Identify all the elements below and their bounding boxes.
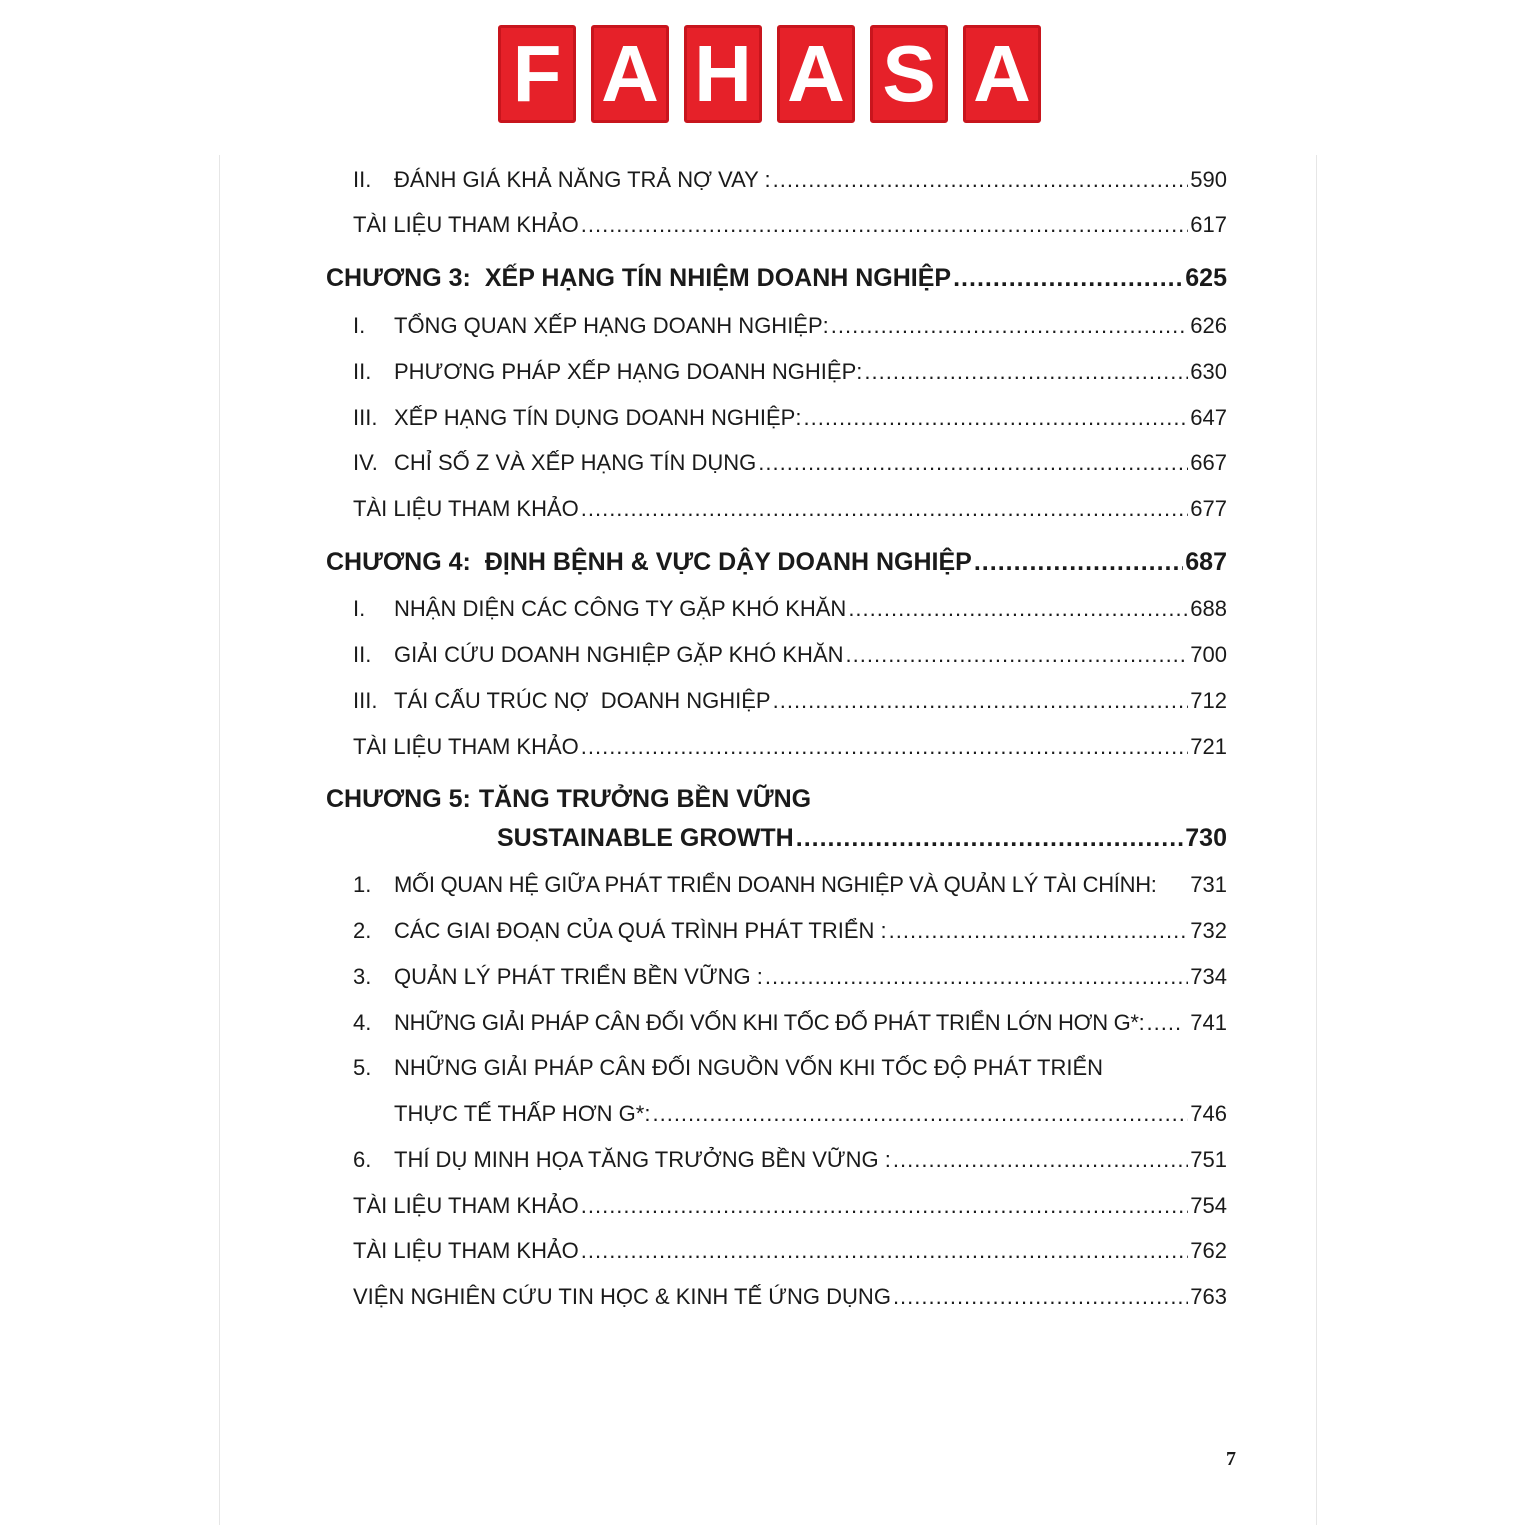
toc-entry-title: MỐI QUAN HỆ GIỮA PHÁT TRIỂN DOANH NGHIỆP VÀ QUẢN LÝ TÀI CHÍNH:	[394, 872, 1157, 897]
toc-entry-title: TÀI LIỆU THAM KHẢO	[353, 1193, 579, 1218]
toc-entry	[353, 1286, 1227, 1308]
toc-entry-title: TÁI CẤU TRÚC NỢ DOANH NGHIỆP	[394, 688, 771, 713]
toc-entry-page: 741	[1184, 1010, 1227, 1035]
toc-entry-title: TÀI LIỆU THAM KHẢO	[353, 212, 579, 237]
toc-leader-dots	[758, 452, 1188, 474]
toc-entry-number: 2.	[353, 918, 372, 943]
toc-entry	[353, 498, 1227, 520]
toc-leader-dots	[953, 266, 1183, 291]
toc-entry-title: CHỈ SỐ Z VÀ XẾP HẠNG TÍN DỤNG	[394, 450, 757, 475]
toc-entry-page: 617	[1190, 212, 1227, 237]
toc-entry-title: NHỮNG GIẢI PHÁP CÂN ĐỐI VỐN KHI TỐC ĐỐ PHÁT TRIỂN LỚN HƠN G*:	[394, 1010, 1145, 1035]
toc-entry	[353, 736, 1227, 758]
toc-entry-number: 1.	[353, 872, 372, 897]
toc-entry	[353, 1240, 1227, 1262]
toc-entry-title: VIỆN NGHIÊN CỨU TIN HỌC & KINH TẾ ỨNG DỤNG	[353, 1284, 891, 1309]
logo-letter: A	[963, 25, 1041, 123]
toc-leader-dots	[773, 169, 1189, 191]
toc-entry	[353, 598, 1227, 620]
toc-leader-dots	[864, 361, 1188, 383]
page-number: 7	[1226, 1448, 1236, 1470]
toc-entry	[353, 452, 1227, 474]
toc-leader-dots	[581, 214, 1189, 236]
toc-entry-page: 667	[1190, 450, 1227, 475]
toc-entry-page: 712	[1190, 688, 1227, 713]
toc-entry-title: NHẬN DIỆN CÁC CÔNG TY GẶP KHÓ KHĂN	[394, 596, 847, 621]
toc-entry	[353, 966, 1227, 988]
toc-chapter-title: TĂNG TRƯỞNG BỀN VỮNG	[478, 785, 812, 813]
toc-leader-dots	[652, 1103, 1188, 1125]
toc-entry-page: 647	[1190, 405, 1227, 430]
toc-entry-number: 3.	[353, 964, 372, 989]
logo-letter: S	[870, 25, 948, 123]
toc-chapter-continuation	[497, 826, 1227, 851]
toc-leader-dots	[974, 550, 1183, 575]
toc-leader-dots	[846, 644, 1189, 666]
toc-chapter	[326, 787, 1227, 812]
toc-leader-dots	[581, 736, 1189, 758]
logo-letter: A	[591, 25, 669, 123]
toc-leader-dots	[796, 826, 1184, 851]
toc-entry-page: 751	[1190, 1147, 1227, 1172]
toc-entry-title: NHỮNG GIẢI PHÁP CÂN ĐỐI NGUỒN VỐN KHI TỐC ĐỘ PHÁT TRIỂN	[394, 1055, 1104, 1080]
toc-entry-number: 4.	[353, 1010, 372, 1035]
page-edge-right	[1316, 155, 1317, 1525]
toc-entry-page: 700	[1190, 642, 1227, 667]
toc-entry-page: 763	[1190, 1284, 1227, 1309]
toc-entry-number: III.	[353, 405, 378, 430]
toc-leader-dots	[803, 407, 1188, 429]
toc-chapter-title: XẾP HẠNG TÍN NHIỆM DOANH NGHIỆP	[484, 264, 952, 292]
toc-leader-dots	[765, 966, 1188, 988]
toc-entry	[353, 690, 1227, 712]
toc-entry-page: 762	[1190, 1238, 1227, 1263]
toc-entry-page: 746	[1190, 1101, 1227, 1126]
toc-entry-title: TỔNG QUAN XẾP HẠNG DOANH NGHIỆP:	[394, 313, 829, 338]
toc-entry	[353, 361, 1227, 383]
toc-leader-dots	[889, 920, 1189, 942]
toc-entry	[353, 920, 1227, 942]
toc-entry-page: 731	[1190, 872, 1227, 897]
toc-chapter-number: CHƯƠNG 3:	[326, 264, 471, 292]
toc-entry-title: GIẢI CỨU DOANH NGHIỆP GẶP KHÓ KHĂN	[394, 642, 844, 667]
toc-entry-title: QUẢN LÝ PHÁT TRIỂN BỀN VỮNG :	[394, 964, 763, 989]
toc-entry-number: I.	[353, 596, 366, 621]
logo-letter: A	[777, 25, 855, 123]
toc-leader-dots	[848, 598, 1188, 620]
logo-letter: F	[498, 25, 576, 123]
toc-entry-title: THÍ DỤ MINH HỌA TĂNG TRƯỞNG BỀN VỮNG :	[394, 1147, 891, 1172]
toc-chapter-page: 730	[1185, 824, 1227, 852]
toc-leader-dots	[893, 1149, 1188, 1171]
toc-entry-title: CÁC GIAI ĐOẠN CỦA QUÁ TRÌNH PHÁT TRIỂN :	[394, 918, 887, 943]
toc-entry-page: 732	[1190, 918, 1227, 943]
toc-entry-page: 677	[1190, 496, 1227, 521]
toc-entry-page: 688	[1190, 596, 1227, 621]
toc-entry	[353, 1057, 1227, 1079]
toc-entry-title: PHƯƠNG PHÁP XẾP HẠNG DOANH NGHIỆP:	[394, 359, 863, 384]
toc-entry-page: 754	[1190, 1193, 1227, 1218]
toc-entry-continuation	[394, 1103, 1227, 1125]
toc-entry-number: II.	[353, 642, 372, 667]
toc-leader-dots	[581, 1240, 1189, 1262]
toc-entry	[353, 169, 1227, 191]
toc-entry	[353, 874, 1227, 896]
toc-entry	[353, 315, 1227, 337]
toc-entry	[353, 407, 1227, 429]
fahasa-logo	[498, 25, 1041, 125]
toc-leader-dots	[893, 1286, 1188, 1308]
toc-chapter	[326, 550, 1227, 575]
toc-entry	[353, 214, 1227, 236]
toc-chapter-number: CHƯƠNG 4:	[326, 548, 471, 576]
toc-entry	[353, 644, 1227, 666]
toc-entry-number: 6.	[353, 1147, 372, 1172]
toc-entry	[353, 1149, 1227, 1171]
toc-entry-page: 590	[1190, 167, 1227, 192]
toc-entry-page: 734	[1190, 964, 1227, 989]
toc-entry-number: I.	[353, 313, 366, 338]
toc-entry-title: TÀI LIỆU THAM KHẢO	[353, 496, 579, 521]
toc-chapter	[326, 266, 1227, 291]
toc-chapter-title: SUSTAINABLE GROWTH	[497, 824, 794, 852]
toc-chapter-title: ĐỊNH BỆNH & VỰC DẬY DOANH NGHIỆP	[484, 548, 972, 576]
toc-leader-dots	[1147, 1012, 1183, 1034]
toc-entry-number: 5.	[353, 1055, 372, 1080]
toc-entry-title: XẾP HẠNG TÍN DỤNG DOANH NGHIỆP:	[394, 405, 802, 430]
toc-entry-title: TÀI LIỆU THAM KHẢO	[353, 734, 579, 759]
toc-entry-page: 721	[1190, 734, 1227, 759]
toc-entry-number: IV.	[353, 450, 378, 475]
toc-chapter-page: 687	[1185, 548, 1227, 576]
toc-leader-dots	[581, 1195, 1189, 1217]
toc-entry-page: 630	[1190, 359, 1227, 384]
toc-entry-number: II.	[353, 359, 372, 384]
logo-letter: H	[684, 25, 762, 123]
toc-entry-page: 626	[1190, 313, 1227, 338]
toc-entry-title: ĐÁNH GIÁ KHẢ NĂNG TRẢ NỢ VAY :	[394, 167, 771, 192]
toc-entry-number: III.	[353, 688, 378, 713]
toc-chapter-number: CHƯƠNG 5:	[326, 785, 471, 813]
toc-entry-title: THỰC TẾ THẤP HƠN G*:	[394, 1101, 651, 1126]
toc-entry	[353, 1012, 1227, 1034]
toc-entry	[353, 1195, 1227, 1217]
toc-leader-dots	[581, 498, 1189, 520]
toc-entry-number: II.	[353, 167, 372, 192]
toc-leader-dots	[773, 690, 1189, 712]
toc-entry-title: TÀI LIỆU THAM KHẢO	[353, 1238, 579, 1263]
toc-chapter-page: 625	[1185, 264, 1227, 292]
page-edge-left	[219, 155, 220, 1525]
toc-leader-dots	[831, 315, 1189, 337]
